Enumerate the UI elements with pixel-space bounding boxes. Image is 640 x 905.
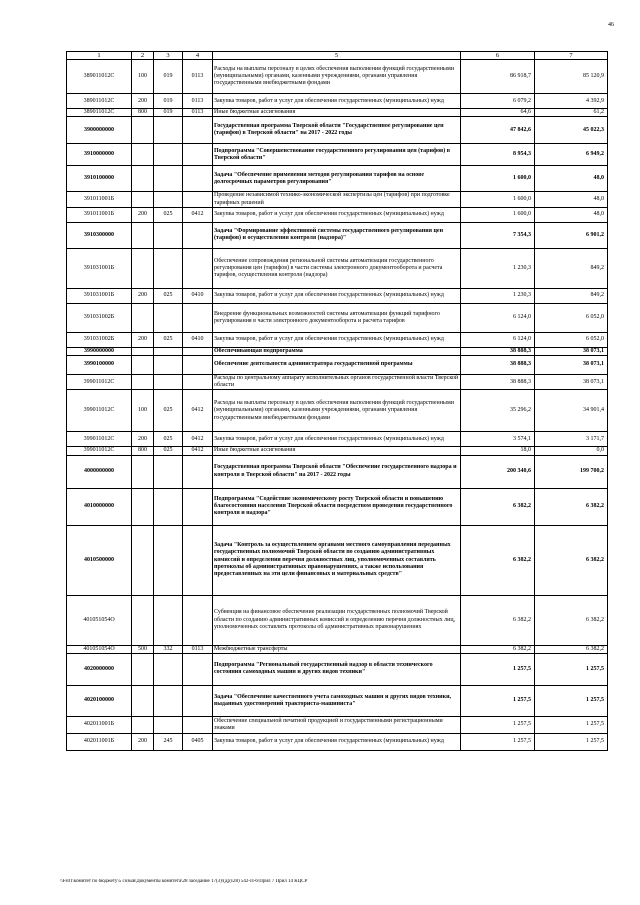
code-cell: 391031002Б [67, 303, 132, 332]
amount-2017-cell: 1 600,0 [461, 192, 535, 207]
description-cell: Задача "Обеспечение применения методов регулирования тарифов на основе долгосрочных параметров регулирования" [213, 166, 461, 192]
description-cell: Задача "Контроль за осуществлением органами местного самоуправления переданных государственных полномочий Тверской области по созданию административных комиссий и определения перечня должностных лиц, уполномоченных составлять протоколы об административных правонарушениях, а также использования предоставленных на эти цели финансовых и материальных средств" [213, 525, 461, 595]
amount-2018-cell: 3 171,7 [535, 432, 608, 447]
ministry-cell: 025 [154, 288, 183, 303]
amount-2018-cell: 4 392,9 [535, 94, 608, 109]
table-row [67, 645, 608, 653]
code-cell: 3990100000 [67, 356, 132, 375]
table-row [67, 303, 608, 332]
section-cell [183, 347, 213, 355]
header-cell: 3 [154, 52, 183, 60]
amount-2018-cell: 48,0 [535, 207, 608, 222]
amount-2017-cell: 6 382,2 [461, 595, 535, 645]
amount-2017-cell: 38 888,3 [461, 347, 535, 355]
amount-2018-cell: 199 700,2 [535, 455, 608, 488]
amount-2017-cell: 1 600,0 [461, 207, 535, 222]
amount-2017-cell: 64,6 [461, 109, 535, 117]
table-row [67, 117, 608, 144]
section-cell [183, 166, 213, 192]
ministry-cell [154, 375, 183, 390]
amount-2017-cell: 1 257,5 [461, 685, 535, 716]
header-cell: 6 [461, 52, 535, 60]
table-row [67, 288, 608, 303]
ministry-cell: 245 [154, 733, 183, 750]
section-cell [183, 716, 213, 733]
amount-2018-cell: 1 257,5 [535, 685, 608, 716]
ministry-cell [154, 117, 183, 144]
description-cell: Расходы по центральному аппарату исполнительных органов государственной власти Тверской области [213, 375, 461, 390]
description-cell: Подпрограмма "Содействие экономическому росту Тверской области и повышению благосостояния населения Тверской области посредством проведения государственного контроля и надзора" [213, 488, 461, 525]
code-cell: 399011012С [67, 447, 132, 455]
description-cell: Закупка товаров, работ и услуг для обеспечения государственных (муниципальных) нужд [213, 432, 461, 447]
expense-type-cell [132, 455, 154, 488]
description-cell: Расходы на выплаты персоналу в целях обеспечения выполнения функций государственными (муниципальными) органами, казенными учреждениями, органами управления государственными внебюджетными фондами [213, 60, 461, 94]
table-row [67, 347, 608, 355]
ministry-cell: 025 [154, 447, 183, 455]
page-number: 46 [608, 22, 614, 28]
ministry-cell: 025 [154, 332, 183, 347]
expense-type-cell [132, 488, 154, 525]
table-row [67, 685, 608, 716]
expense-type-cell [132, 222, 154, 248]
code-cell: 391031001Б [67, 288, 132, 303]
description-cell: Закупка товаров, работ и услуг для обеспечения государственных (муниципальных) нужд [213, 207, 461, 222]
amount-2017-cell: 1 600,0 [461, 166, 535, 192]
amount-2017-cell: 38 888,3 [461, 356, 535, 375]
section-cell [183, 117, 213, 144]
section-cell: 0412 [183, 390, 213, 432]
table-row [67, 595, 608, 645]
amount-2017-cell: 7 354,3 [461, 222, 535, 248]
code-cell: 4000000000 [67, 455, 132, 488]
amount-2017-cell: 1 230,3 [461, 288, 535, 303]
amount-2018-cell: 48,0 [535, 192, 608, 207]
table-header-row [67, 52, 608, 60]
expense-type-cell: 200 [132, 332, 154, 347]
ministry-cell [154, 222, 183, 248]
code-cell: 389011012С [67, 94, 132, 109]
section-cell: 0412 [183, 447, 213, 455]
description-cell: Обеспечивающая подпрограмма [213, 347, 461, 355]
ministry-cell [154, 144, 183, 166]
ministry-cell: 025 [154, 432, 183, 447]
amount-2017-cell: 6 382,2 [461, 488, 535, 525]
table-row [67, 222, 608, 248]
ministry-cell [154, 653, 183, 685]
section-cell: 0113 [183, 60, 213, 94]
header-cell: 4 [183, 52, 213, 60]
amount-2018-cell: 38 073,1 [535, 347, 608, 355]
amount-2018-cell: 45 022,3 [535, 117, 608, 144]
code-cell: 4010000000 [67, 488, 132, 525]
description-cell: Иные бюджетные ассигнования [213, 109, 461, 117]
table-row [67, 488, 608, 525]
section-cell [183, 192, 213, 207]
amount-2017-cell: 1 257,5 [461, 653, 535, 685]
code-cell: 3990000000 [67, 347, 132, 355]
amount-2017-cell: 18,0 [461, 447, 535, 455]
expense-type-cell: 200 [132, 94, 154, 109]
header-cell: 1 [67, 52, 132, 60]
ministry-cell [154, 347, 183, 355]
table-row [67, 166, 608, 192]
section-cell: 0412 [183, 432, 213, 447]
amount-2018-cell: 6 382,2 [535, 488, 608, 525]
description-cell: Закупка товаров, работ и услуг для обеспечения государственных (муниципальных) нужд [213, 288, 461, 303]
section-cell: 0410 [183, 332, 213, 347]
description-cell: Государственная программа Тверской области "Государственное регулирование цен (тарифов) в Тверской области" на 2017 - 2022 годы [213, 117, 461, 144]
section-cell: 0113 [183, 94, 213, 109]
expense-type-cell [132, 716, 154, 733]
section-cell [183, 303, 213, 332]
expense-type-cell [132, 375, 154, 390]
table-row [67, 192, 608, 207]
ministry-cell: 332 [154, 645, 183, 653]
expense-type-cell [132, 347, 154, 355]
table-row [67, 525, 608, 595]
expense-type-cell [132, 192, 154, 207]
description-cell: Задача "Обеспечение качественного учета самоходных машин и других видов техники, выданных удостоверений тракториста-машиниста" [213, 685, 461, 716]
description-cell: Проведение независимой технико-экономической экспертизы цен (тарифов) при подготовке тарифных решений [213, 192, 461, 207]
amount-2017-cell: 6 124,0 [461, 303, 535, 332]
code-cell: 399011012С [67, 432, 132, 447]
table-row [67, 144, 608, 166]
section-cell [183, 455, 213, 488]
code-cell: 3900000000 [67, 117, 132, 144]
description-cell: Задача "Формирование эффективной системы государственного регулирования цен (тарифов) и осуществления контроля (надзора)" [213, 222, 461, 248]
expense-type-cell: 100 [132, 60, 154, 94]
amount-2018-cell: 6 901,2 [535, 222, 608, 248]
section-cell [183, 488, 213, 525]
table-row [67, 332, 608, 347]
amount-2018-cell: 38 073,1 [535, 356, 608, 375]
ministry-cell: 025 [154, 390, 183, 432]
expense-type-cell [132, 685, 154, 716]
header-cell: 5 [213, 52, 461, 60]
table-row [67, 390, 608, 432]
description-cell: Обеспечение деятельности администратора государственной программы [213, 356, 461, 375]
section-cell [183, 144, 213, 166]
table-row [67, 432, 608, 447]
ministry-cell: 019 [154, 60, 183, 94]
ministry-cell [154, 525, 183, 595]
amount-2018-cell: 6 052,0 [535, 332, 608, 347]
ministry-cell [154, 488, 183, 525]
description-cell: Подпрограмма "Совершенствование государственного регулирования цен (тарифов) в Тверской области" [213, 144, 461, 166]
amount-2018-cell: 6 949,2 [535, 144, 608, 166]
expense-type-cell [132, 303, 154, 332]
expense-type-cell [132, 525, 154, 595]
amount-2017-cell: 6 382,2 [461, 645, 535, 653]
amount-2018-cell: 849,2 [535, 288, 608, 303]
amount-2018-cell: 6 052,0 [535, 303, 608, 332]
expense-type-cell: 200 [132, 288, 154, 303]
description-cell: Закупка товаров, работ и услуг для обеспечения государственных (муниципальных) нужд [213, 94, 461, 109]
amount-2018-cell: 85 120,9 [535, 60, 608, 94]
description-cell: Закупка товаров, работ и услуг для обеспечения государственных (муниципальных) нужд [213, 332, 461, 347]
section-cell [183, 685, 213, 716]
ministry-cell: 019 [154, 94, 183, 109]
amount-2017-cell: 86 918,7 [461, 60, 535, 94]
code-cell: 389011012С [67, 60, 132, 94]
ministry-cell [154, 595, 183, 645]
amount-2017-cell: 200 340,6 [461, 455, 535, 488]
amount-2018-cell: 849,2 [535, 248, 608, 288]
description-cell: Закупка товаров, работ и услуг для обеспечения государственных (муниципальных) нужд [213, 733, 461, 750]
code-cell: 391031001Б [67, 248, 132, 288]
expense-type-cell [132, 144, 154, 166]
amount-2018-cell: 48,0 [535, 166, 608, 192]
code-cell: 389011012С [67, 109, 132, 117]
amount-2017-cell: 6 382,2 [461, 525, 535, 595]
description-cell: Обеспечение сопровождения региональной системы автоматизации государственного регулирования цен (тарифов) в части системы электронного документооборота и расчета тарифов, осуществления контроля (надзора) [213, 248, 461, 288]
header-cell: 7 [535, 52, 608, 60]
ministry-cell [154, 685, 183, 716]
amount-2018-cell: 1 257,5 [535, 716, 608, 733]
section-cell [183, 248, 213, 288]
table-row [67, 653, 608, 685]
section-cell: 0412 [183, 207, 213, 222]
ministry-cell [154, 356, 183, 375]
section-cell: 0113 [183, 109, 213, 117]
code-cell: 4020000000 [67, 653, 132, 685]
table-row [67, 207, 608, 222]
description-cell: Обеспечение специальной печатной продукцией и государственными регистрационными знаками [213, 716, 461, 733]
section-cell: 0410 [183, 288, 213, 303]
expense-type-cell: 500 [132, 645, 154, 653]
section-cell [183, 222, 213, 248]
code-cell: 399011012С [67, 375, 132, 390]
expense-type-cell: 800 [132, 109, 154, 117]
section-cell [183, 653, 213, 685]
expense-type-cell [132, 117, 154, 144]
ministry-cell [154, 192, 183, 207]
code-cell: 4010500000 [67, 525, 132, 595]
ministry-cell: 025 [154, 207, 183, 222]
ministry-cell [154, 166, 183, 192]
expense-type-cell [132, 356, 154, 375]
expense-type-cell: 200 [132, 207, 154, 222]
description-cell: Расходы на выплаты персоналу в целях обеспечения выполнения функций государственными (муниципальными) органами, казенными учреждениями, органами управления государственными внебюджетными фондами [213, 390, 461, 432]
code-cell: 3910300000 [67, 222, 132, 248]
code-cell: 402011001Б [67, 716, 132, 733]
amount-2018-cell: 6 382,2 [535, 645, 608, 653]
section-cell: 0113 [183, 645, 213, 653]
amount-2018-cell: 1 257,5 [535, 653, 608, 685]
amount-2017-cell: 38 888,3 [461, 375, 535, 390]
expense-type-cell: 200 [132, 432, 154, 447]
table-row [67, 109, 608, 117]
amount-2017-cell: 6 079,2 [461, 94, 535, 109]
amount-2017-cell: 1 257,5 [461, 733, 535, 750]
code-cell: 4020100000 [67, 685, 132, 716]
file-path-footer: \\Fs01\комитет по бюджету\5 созыв\Документы комитета\28 заседание 17(3)\(др)\28) 542-П-6\Прил 7 Прил 14 КЦСР [60, 879, 308, 884]
table-row [67, 716, 608, 733]
amount-2017-cell: 6 124,0 [461, 332, 535, 347]
amount-2018-cell: 61,2 [535, 109, 608, 117]
amount-2018-cell: 6 382,2 [535, 525, 608, 595]
code-cell: 401051054О [67, 595, 132, 645]
section-cell [183, 356, 213, 375]
code-cell: 402011001Б [67, 733, 132, 750]
description-cell: Государственная программа Тверской области "Обеспечение государственного надзора и контроля в Тверской области" на 2017 - 2022 годы [213, 455, 461, 488]
section-cell [183, 525, 213, 595]
expense-type-cell: 100 [132, 390, 154, 432]
ministry-cell [154, 303, 183, 332]
description-cell: Субвенция на финансовое обеспечение реализации государственных полномочий Тверской области по созданию административных комиссий и определению перечня должностных лиц, уполномоченных составлять протоколы об административных правонарушениях [213, 595, 461, 645]
expense-type-cell: 200 [132, 733, 154, 750]
table-row [67, 733, 608, 750]
amount-2017-cell: 8 954,3 [461, 144, 535, 166]
amount-2018-cell: 38 073,1 [535, 375, 608, 390]
code-cell: 391011001Б [67, 192, 132, 207]
section-cell [183, 595, 213, 645]
amount-2017-cell: 47 842,6 [461, 117, 535, 144]
amount-2018-cell: 0,0 [535, 447, 608, 455]
expense-type-cell [132, 595, 154, 645]
expense-type-cell: 800 [132, 447, 154, 455]
ministry-cell [154, 455, 183, 488]
amount-2017-cell: 1 230,3 [461, 248, 535, 288]
description-cell: Внедрение функциональных возможностей системы автоматизации функций тарифного регулирования в части электронного документооборота и расчета тарифов [213, 303, 461, 332]
expense-type-cell [132, 248, 154, 288]
ministry-cell [154, 716, 183, 733]
table-row [67, 356, 608, 375]
code-cell: 3910100000 [67, 166, 132, 192]
table-row [67, 455, 608, 488]
section-cell: 0405 [183, 733, 213, 750]
description-cell: Подпрограмма "Региональный государственный надзор в области технического состояния самоходных машин и других видов техники" [213, 653, 461, 685]
code-cell: 3910000000 [67, 144, 132, 166]
amount-2017-cell: 35 296,2 [461, 390, 535, 432]
header-cell: 2 [132, 52, 154, 60]
description-cell: Иные бюджетные ассигнования [213, 447, 461, 455]
table-row [67, 375, 608, 390]
code-cell: 391031002Б [67, 332, 132, 347]
description-cell: Межбюджетные трансферты [213, 645, 461, 653]
ministry-cell: 019 [154, 109, 183, 117]
table-row [67, 60, 608, 94]
amount-2017-cell: 3 574,1 [461, 432, 535, 447]
amount-2018-cell: 6 382,2 [535, 595, 608, 645]
table-row [67, 94, 608, 109]
section-cell [183, 375, 213, 390]
amount-2018-cell: 1 257,5 [535, 733, 608, 750]
code-cell: 401051054О [67, 645, 132, 653]
budget-table [66, 51, 607, 751]
table-row [67, 248, 608, 288]
amount-2018-cell: 34 901,4 [535, 390, 608, 432]
code-cell: 391011001Б [67, 207, 132, 222]
table-row [67, 447, 608, 455]
code-cell: 399011012С [67, 390, 132, 432]
expense-type-cell [132, 166, 154, 192]
amount-2017-cell: 1 257,5 [461, 716, 535, 733]
ministry-cell [154, 248, 183, 288]
expense-type-cell [132, 653, 154, 685]
